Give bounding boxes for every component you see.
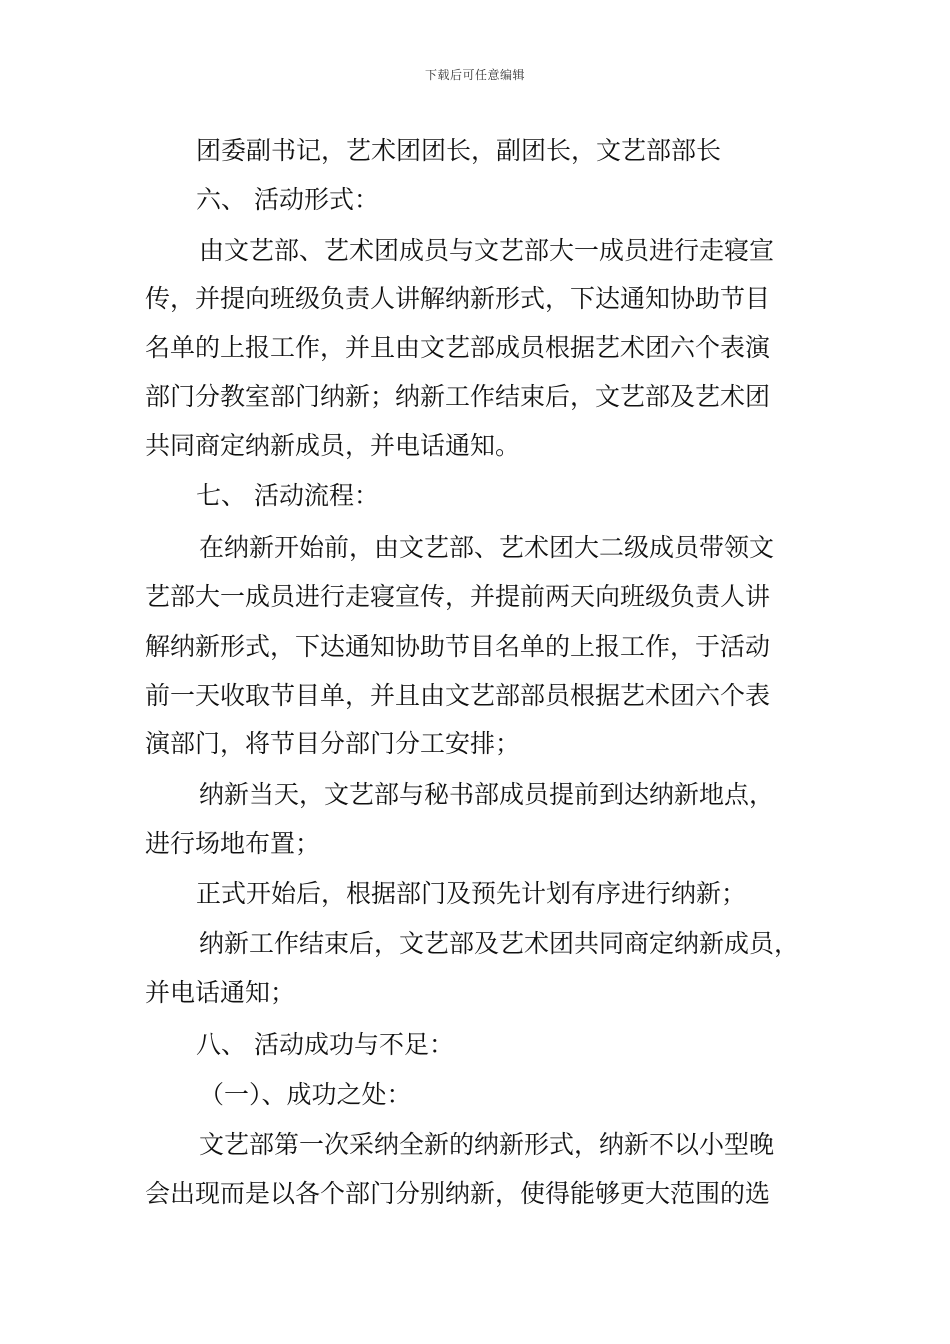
text-line: 传，并提向班级负责人讲解纳新形式，下达通知协助节目 <box>145 284 771 313</box>
text-line: 正式开始后，根据部门及预先计划有序进行纳新； <box>196 879 747 908</box>
text-line: 纳新当天，文艺部与秘书部成员提前到达纳新地点， <box>199 780 775 809</box>
section-heading-activity-process: 七、 活动流程： <box>196 481 379 510</box>
text-line: 纳新工作结束后，文艺部及艺术团共同商定纳新成员， <box>199 929 800 958</box>
text-line: 名单的上报工作，并且由文艺部成员根据艺术团六个表演 <box>145 333 771 362</box>
text-line: 演部门，将节目分部门分工安排； <box>145 729 521 758</box>
text-line: 并电话通知； <box>145 978 296 1007</box>
text-line: 会出现而是以各个部门分别纳新，使得能够更大范围的选 <box>145 1179 771 1208</box>
text-line: 由文艺部、艺术团成员与文艺部大一成员进行走寝宣 <box>199 236 775 265</box>
section-heading-success-and-shortcomings: 八、 活动成功与不足： <box>196 1030 454 1059</box>
text-line: 共同商定纳新成员，并电话通知。 <box>145 431 521 460</box>
page-header: 下载后可任意编辑 <box>424 68 525 82</box>
text-line: 解纳新形式，下达通知协助节目名单的上报工作，于活动 <box>145 632 771 661</box>
text-line: 团委副书记，艺术团团长，副团长，文艺部部长 <box>196 136 722 165</box>
text-line: 文艺部第一次采纳全新的纳新形式，纳新不以小型晚 <box>199 1130 775 1159</box>
section-heading-activity-form: 六、 活动形式： <box>196 185 379 214</box>
text-line: 艺部大一成员进行走寝宣传，并提前两天向班级负责人讲 <box>145 582 771 611</box>
text-line: 部门分教室部门纳新；纳新工作结束后，文艺部及艺术团 <box>145 382 771 411</box>
text-line: 进行场地布置； <box>145 829 321 858</box>
subsection-heading-successes: （一）、成功之处： <box>199 1080 412 1109</box>
text-line: 在纳新开始前，由文艺部、艺术团大二级成员带领文 <box>199 533 775 562</box>
text-line: 前一天收取节目单，并且由文艺部部员根据艺术团六个表 <box>145 681 771 710</box>
